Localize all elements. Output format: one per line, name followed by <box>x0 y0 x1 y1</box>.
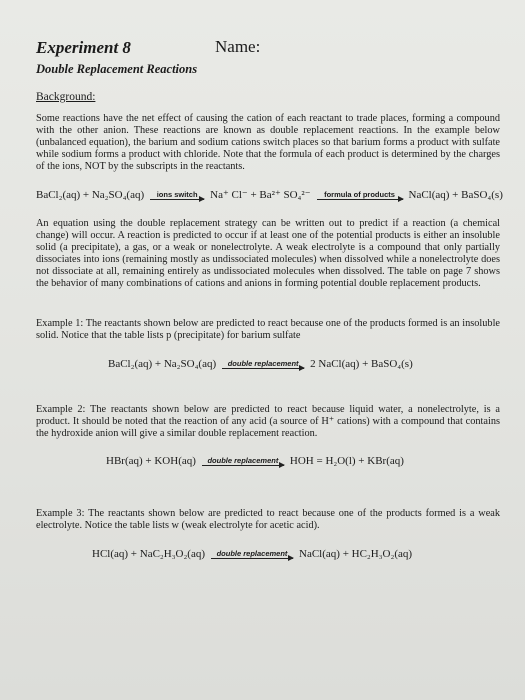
reaction-arrow-icon <box>222 359 304 369</box>
example-2-text: Example 2: The reactants shown below are predicted to react because liquid water, a nonelectrolyte, is a product. It should be noted that the reaction of any acid (a source of H⁺ cations) with a compound that contains the hydroxide anion will give a similar double replacement reaction. <box>36 404 500 439</box>
example-1-equation <box>108 358 413 370</box>
equation-reactants: BaCl₂(aq) + Na₂SO₄(aq) <box>108 358 217 370</box>
reaction-arrow-icon <box>211 549 293 559</box>
reaction-arrow-icon <box>150 190 204 200</box>
equation-ions: Na⁺ Cl⁻ + Ba²⁺ SO₄²⁻ <box>210 189 311 201</box>
arrow-label: double replacement <box>216 549 288 558</box>
name-label: Name: <box>215 37 261 56</box>
arrow-label: ions switch <box>156 190 198 199</box>
equation-products: NaCl(aq) + BaSO₄(s) <box>408 189 503 201</box>
equation-products: NaCl(aq) + HC₂H₃O₂(aq) <box>299 548 413 560</box>
background-paragraph-2: An equation using the double replacement strategy can be written out to predict if a reaction (a chemical change) will occur. A reaction is predicted to occur if at least one of the potential products is either an insoluble solid (a precipitate), a gas, or a weak or nonelectrolyte. A weak electrolyte is a compound that only partially dissociates into ions (remaining mostly as undissociated molecules) when dissolved while a nonelectrolyte does not dissociate at all, remaining entirely as undissociated molecules when dissolved. The table on page 7 shows the behavior of many combinations of cations and anions in forming potential double replacement products. <box>36 218 500 289</box>
arrow-label: formula of products <box>324 190 395 199</box>
equation-reactants: HCl(aq) + NaC₂H₃O₂(aq) <box>92 548 206 560</box>
example-equation-intro <box>36 188 503 201</box>
equation-reactants: HBr(aq) + KOH(aq) <box>106 455 196 467</box>
equation-reactants: BaCl₂(aq) + Na₂SO₄(aq) <box>36 189 145 201</box>
example-1-text: Example 1: The reactants shown below are predicted to react because one of the products formed is an insoluble solid. Notice that the table lists p (precipitate) for barium sulfate <box>36 318 500 341</box>
experiment-title: Experiment 8 <box>36 38 131 57</box>
equation-products: HOH = H₂O(l) + KBr(aq) <box>289 455 404 467</box>
example-2-equation <box>106 455 404 467</box>
background-paragraph-1: Some reactions have the net effect of causing the cation of each reactant to trade places, forming a compound with the other anion. These reactions are known as double replacement reactions. In the example below (unbalanced equation), the barium and sodium cations switch places so that barium forms a product with sulfate while sodium forms a product with chloride. Note that the formula of each product is determined by the charges of the ions, NOT by the subscripts in the reactants. <box>36 113 500 172</box>
experiment-subtitle: Double Replacement Reactions <box>36 62 198 76</box>
example-3-text: Example 3: The reactants shown below are predicted to react because one of the products formed is a weak electrolyte. Notice the table lists w (weak electrolyte for acetic acid). <box>36 508 500 531</box>
background-heading: Background: <box>36 91 96 103</box>
arrow-label: double replacement <box>227 359 299 368</box>
arrow-label: double replacement <box>207 456 279 465</box>
example-3-equation <box>92 548 412 560</box>
reaction-arrow-icon <box>317 190 403 200</box>
reaction-arrow-icon <box>202 456 284 466</box>
equation-products: 2 NaCl(aq) + BaSO₄(s) <box>310 358 413 370</box>
